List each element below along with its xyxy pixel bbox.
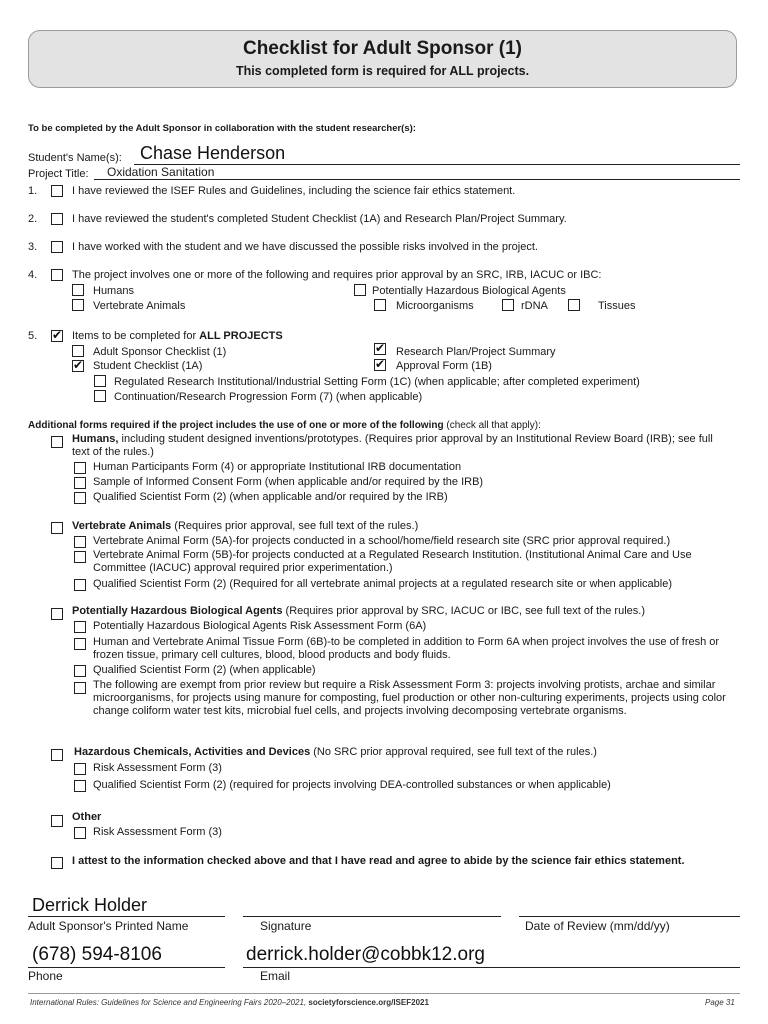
continuation-checkbox[interactable] — [94, 390, 106, 402]
research-plan-checkbox[interactable] — [374, 343, 386, 355]
research-plan-label: Research Plan/Project Summary — [396, 346, 556, 358]
vertebrate-label: Vertebrate Animals — [93, 300, 186, 312]
approval-form-label: Approval Form (1B) — [396, 360, 492, 372]
item-3-number: 3. — [28, 241, 38, 253]
humans-checkbox[interactable] — [72, 284, 84, 296]
vertebrate-section-checkbox[interactable] — [51, 522, 63, 534]
item-4-text: The project involves one or more of the following and requires prior approval by an SRC, IRB, IACUC or IBC: — [72, 269, 602, 281]
attest-text: I attest to the information checked above and that I have read and agree to abide by the science fair ethics statement. — [72, 855, 685, 867]
vertebrate-checkbox[interactable] — [72, 299, 84, 311]
phone-label: Phone — [28, 969, 63, 983]
other-section-text: Other — [72, 811, 102, 823]
phba-section-checkbox[interactable] — [51, 608, 63, 620]
humans-label: Humans — [93, 285, 134, 297]
sponsor-name-line — [28, 916, 225, 917]
o1-checkbox[interactable] — [74, 827, 86, 839]
sponsor-name-label: Adult Sponsor's Printed Name — [28, 919, 189, 933]
item-2-checkbox[interactable] — [51, 213, 63, 225]
project-title-value[interactable]: Oxidation Sanitation — [107, 165, 215, 179]
humans-section-checkbox[interactable] — [51, 436, 63, 448]
other-section-checkbox[interactable] — [51, 815, 63, 827]
regulated-label: Regulated Research Institutional/Industrial Setting Form (1C) (when applicable; after completed experiment) — [114, 376, 640, 388]
hazchem-section-checkbox[interactable] — [51, 749, 63, 761]
item-2-number: 2. — [28, 213, 38, 225]
c1-checkbox[interactable] — [74, 763, 86, 775]
p1-label: Potentially Hazardous Biological Agents Risk Assessment Form (6A) — [93, 620, 427, 632]
sponsor-name-value[interactable]: Derrick Holder — [32, 895, 148, 915]
o1-label: Risk Assessment Form (3) — [93, 826, 222, 838]
v1-checkbox[interactable] — [74, 536, 86, 548]
student-name-value[interactable]: Chase Henderson — [140, 143, 286, 163]
email-value[interactable]: derrick.holder@cobbk12.org — [246, 944, 485, 965]
h1-label: Human Participants Form (4) or appropriate Institutional IRB documentation — [93, 461, 462, 473]
item-5-checkbox[interactable] — [51, 330, 63, 342]
student-name-line — [134, 164, 740, 165]
adult-checklist-label: Adult Sponsor Checklist (1) — [93, 346, 227, 358]
h2-label: Sample of Informed Consent Form (when applicable and/or required by the IRB) — [93, 476, 484, 488]
email-label: Email — [260, 969, 291, 983]
p4-checkbox[interactable] — [74, 682, 86, 694]
item-4-number: 4. — [28, 269, 38, 281]
microorganisms-checkbox[interactable] — [374, 299, 386, 311]
approval-form-checkbox[interactable] — [374, 359, 386, 371]
p4-label: The following are exempt from prior review but require a Risk Assessment Form 3: projects involving protists, archae and similar microorganisms, for projects using manure for composting, fuel production or other non-culturing experiments, projects using color change coliform water test kits, microbial fuel cells, and projects involving decomposing vertebrate organisms. — [93, 679, 726, 717]
p2-label: Human and Vertebrate Animal Tissue Form (6B)-to be completed in addition to Form 6A when project involves the use of fresh or frozen tissue, primary cell cultures, blood, blood products and body fluids. — [93, 636, 720, 661]
additional-heading: Additional forms required if the project includes the use of one or more of the following (check all that apply): — [28, 420, 541, 431]
date-line — [519, 916, 740, 917]
h3-label: Qualified Scientist Form (2) (when applicable and/or required by the IRB) — [93, 491, 448, 503]
project-title-line — [94, 179, 740, 180]
tissues-checkbox[interactable] — [568, 299, 580, 311]
student-checklist-label: Student Checklist (1A) — [93, 360, 203, 372]
tissues-label: Tissues — [598, 300, 636, 312]
humans-section-text: Humans, including student designed inventions/prototypes. (Requires prior approval by an Institutional Review Board (IRB); see full text of the rules.) — [72, 433, 713, 458]
footer-citation: International Rules: Guidelines for Science and Engineering Fairs 2020–2021, societyforscience.org/ISEF2021 — [30, 998, 429, 1007]
footer-link[interactable]: societyforscience.org/ISEF2021 — [306, 998, 429, 1007]
signature-label: Signature — [260, 919, 312, 933]
v3-label: Qualified Scientist Form (2) (Required for all vertebrate animal projects at a regulated research site or when applicable) — [93, 578, 672, 590]
form-title: Checklist for Adult Sponsor (1) — [242, 38, 523, 59]
footer-divider — [28, 993, 740, 994]
c2-checkbox[interactable] — [74, 780, 86, 792]
student-name-label: Student's Name(s): — [28, 152, 122, 164]
page-number: Page 31 — [705, 998, 735, 1007]
item-1-number: 1. — [28, 185, 38, 197]
form-header — [28, 30, 737, 88]
attest-checkbox[interactable] — [51, 857, 63, 869]
v2-label: Vertebrate Animal Form (5B)-for projects conducted at a Regulated Research Institution. (Institutional Animal Care and Use Committee (IACUC) approval required prior experimentation.) — [93, 549, 692, 574]
phone-value[interactable]: (678) 594-8106 — [32, 944, 162, 965]
date-label: Date of Review (mm/dd/yy) — [525, 919, 670, 933]
h2-checkbox[interactable] — [74, 477, 86, 489]
rdna-checkbox[interactable] — [502, 299, 514, 311]
c1-label: Risk Assessment Form (3) — [93, 762, 222, 774]
project-title-label: Project Title: — [28, 168, 89, 180]
item-5-number: 5. — [28, 330, 38, 342]
item-3-text: I have worked with the student and we have discussed the possible risks involved in the project. — [72, 241, 538, 253]
form-subtitle: This completed form is required for ALL projects. — [235, 64, 530, 78]
p1-checkbox[interactable] — [74, 621, 86, 633]
p2-checkbox[interactable] — [74, 638, 86, 650]
item-1-text: I have reviewed the ISEF Rules and Guidelines, including the science fair ethics statement. — [72, 185, 516, 197]
v1-label: Vertebrate Animal Form (5A)-for projects conducted in a school/home/field research site (SRC prior approval required.) — [93, 535, 671, 547]
h1-checkbox[interactable] — [74, 462, 86, 474]
rdna-label: rDNA — [521, 300, 548, 312]
hazchem-section-text: Hazardous Chemicals, Activities and Devices (No SRC prior approval required, see full text of the rules.) — [74, 746, 597, 758]
item-4-checkbox[interactable] — [51, 269, 63, 281]
item-3-checkbox[interactable] — [51, 241, 63, 253]
h3-checkbox[interactable] — [74, 492, 86, 504]
p3-checkbox[interactable] — [74, 665, 86, 677]
item-5-text: Items to be completed for ALL PROJECTS — [72, 330, 283, 342]
student-checklist-checkbox[interactable] — [72, 360, 84, 372]
adult-checklist-checkbox[interactable] — [72, 345, 84, 357]
phba-checkbox[interactable] — [354, 284, 366, 296]
p3-label: Qualified Scientist Form (2) (when applicable) — [93, 664, 316, 676]
regulated-checkbox[interactable] — [94, 375, 106, 387]
phone-line — [28, 967, 225, 968]
item-2-text: I have reviewed the student's completed Student Checklist (1A) and Research Plan/Project Summary. — [72, 213, 567, 225]
microorganisms-label: Microorganisms — [396, 300, 474, 312]
vertebrate-section-text: Vertebrate Animals (Requires prior approval, see full text of the rules.) — [72, 520, 419, 532]
v3-checkbox[interactable] — [74, 579, 86, 591]
phba-label: Potentially Hazardous Biological Agents — [372, 285, 566, 297]
c2-label: Qualified Scientist Form (2) (required for projects involving DEA-controlled substances or when applicable) — [93, 779, 611, 791]
signature-line — [243, 916, 501, 917]
phba-section-text: Potentially Hazardous Biological Agents (Requires prior approval by SRC, IACUC or IBC, see full text of the rules.) — [72, 605, 645, 617]
email-line — [243, 967, 740, 968]
intro-text: To be completed by the Adult Sponsor in collaboration with the student researcher(s): — [28, 123, 416, 134]
item-1-checkbox[interactable] — [51, 185, 63, 197]
v2-checkbox[interactable] — [74, 551, 86, 563]
continuation-label: Continuation/Research Progression Form (7) (when applicable) — [114, 391, 423, 403]
